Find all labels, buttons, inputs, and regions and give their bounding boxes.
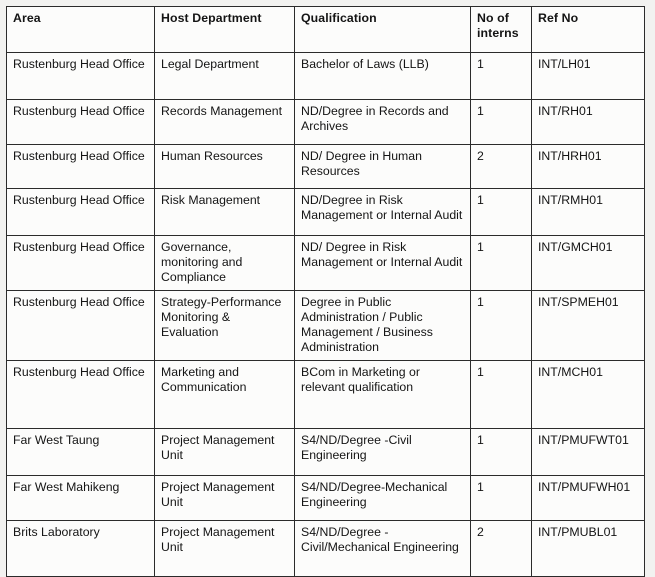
cell-host-department: Strategy-Performance Monitoring & Evaluation [155,290,295,360]
table-row [7,53,645,100]
cell-area: Brits Laboratory [7,520,155,576]
cell-no-of-interns: 2 [471,145,532,189]
cell-host-department: Risk Management [155,189,295,236]
cell-area: Rustenburg Head Office [7,189,155,236]
cell-no-of-interns: 2 [471,520,532,576]
cell-area: Rustenburg Head Office [7,236,155,291]
cell-no-of-interns: 1 [471,189,532,236]
table-row [7,100,645,145]
cell-ref-no: INT/HRH01 [532,145,645,189]
cell-qualification: ND/Degree in Records and Archives [295,100,471,145]
cell-area: Far West Taung [7,428,155,475]
column-header-qualification: Qualification [295,7,471,53]
cell-qualification: ND/ Degree in Human Resources [295,145,471,189]
cell-qualification: Degree in Public Administration / Public Management / Business Administration [295,290,471,360]
table-row [7,145,645,189]
cell-no-of-interns: 1 [471,53,532,100]
cell-no-of-interns: 1 [471,360,532,428]
cell-ref-no: INT/PMUBL01 [532,520,645,576]
cell-area: Rustenburg Head Office [7,53,155,100]
cell-ref-no: INT/MCH01 [532,360,645,428]
cell-host-department: Marketing and Communication [155,360,295,428]
cell-host-department: Governance, monitoring and Compliance [155,236,295,291]
cell-area: Rustenburg Head Office [7,290,155,360]
column-header-host-department: Host Department [155,7,295,53]
cell-qualification: S4/ND/Degree - Civil/Mechanical Engineering [295,520,471,576]
cell-ref-no: INT/RMH01 [532,189,645,236]
column-header-area: Area [7,7,155,53]
table-body [7,53,645,577]
cell-ref-no: INT/PMUFWT01 [532,428,645,475]
cell-qualification: ND/ Degree in Risk Management or Internal Audit [295,236,471,291]
cell-ref-no: INT/RH01 [532,100,645,145]
cell-host-department: Project Management Unit [155,475,295,520]
cell-no-of-interns: 1 [471,236,532,291]
cell-qualification: S4/ND/Degree -Civil Engineering [295,428,471,475]
cell-no-of-interns: 1 [471,100,532,145]
cell-no-of-interns: 1 [471,475,532,520]
table-row [7,360,645,428]
column-header-no-of-interns: No of interns [471,7,532,53]
column-header-ref-no: Ref No [532,7,645,53]
table-row [7,428,645,475]
table-header [7,7,645,53]
cell-ref-no: INT/PMUFWH01 [532,475,645,520]
cell-qualification: BCom in Marketing or relevant qualification [295,360,471,428]
table-row [7,290,645,360]
cell-ref-no: INT/SPMEH01 [532,290,645,360]
cell-host-department: Project Management Unit [155,520,295,576]
cell-no-of-interns: 1 [471,428,532,475]
table-row [7,475,645,520]
cell-qualification: ND/Degree in Risk Management or Internal Audit [295,189,471,236]
cell-qualification: Bachelor of Laws (LLB) [295,53,471,100]
cell-area: Rustenburg Head Office [7,360,155,428]
cell-host-department: Records Management [155,100,295,145]
table-row [7,236,645,291]
cell-ref-no: INT/GMCH01 [532,236,645,291]
cell-no-of-interns: 1 [471,290,532,360]
cell-area: Rustenburg Head Office [7,145,155,189]
table-row [7,520,645,576]
cell-area: Far West Mahikeng [7,475,155,520]
table-row [7,189,645,236]
cell-area: Rustenburg Head Office [7,100,155,145]
cell-host-department: Legal Department [155,53,295,100]
cell-host-department: Human Resources [155,145,295,189]
cell-ref-no: INT/LH01 [532,53,645,100]
internship-vacancies-table [6,6,645,577]
cell-qualification: S4/ND/Degree-Mechanical Engineering [295,475,471,520]
cell-host-department: Project Management Unit [155,428,295,475]
table-header-row [7,7,645,53]
